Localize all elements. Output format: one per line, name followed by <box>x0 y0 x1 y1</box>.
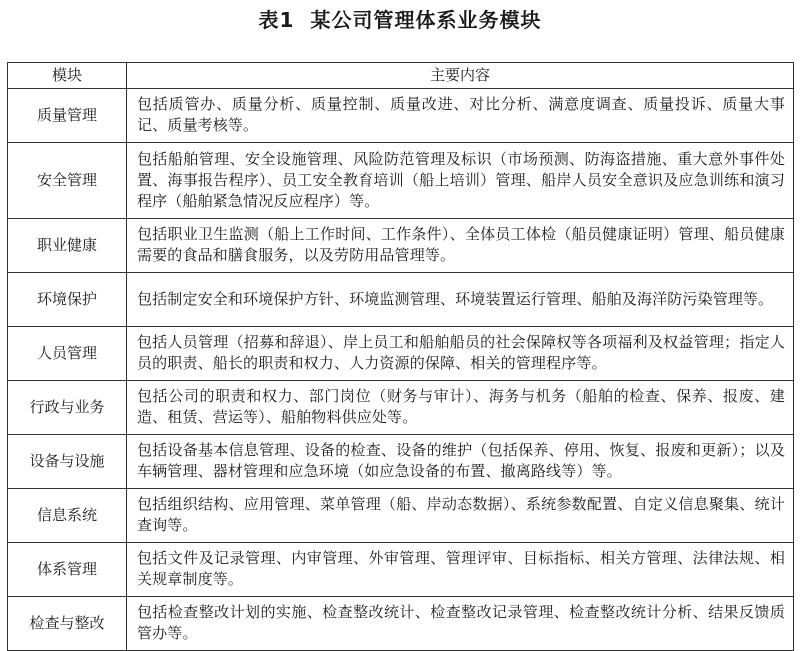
table-title: 某公司管理体系业务模块 <box>310 8 542 32</box>
module-cell: 检查与整改 <box>8 597 127 651</box>
module-cell: 人员管理 <box>8 327 127 381</box>
content-cell: 包括制定安全和环境保护方针、环境监测管理、环境装置运行管理、船舶及海洋防污染管理等。 <box>127 273 794 327</box>
table-row <box>8 273 794 327</box>
table-row <box>8 597 794 651</box>
module-cell: 质量管理 <box>8 89 127 143</box>
content-cell: 包括公司的职责和权力、部门岗位（财务与审计）、海务与机务（船舶的检查、保养、报废、建造、租赁、营运等）、船舶物料供应处等。 <box>127 381 794 435</box>
business-module-table <box>7 62 794 651</box>
table-row <box>8 435 794 489</box>
module-cell: 安全管理 <box>8 143 127 219</box>
module-cell: 行政与业务 <box>8 381 127 435</box>
table-number: 表1 <box>258 8 295 32</box>
table-row <box>8 381 794 435</box>
table-row <box>8 219 794 273</box>
content-cell: 包括质管办、质量分析、质量控制、质量改进、对比分析、满意度调查、质量投诉、质量大事记、质量考核等。 <box>127 89 794 143</box>
table-caption <box>0 6 800 34</box>
module-cell: 设备与设施 <box>8 435 127 489</box>
table-row <box>8 143 794 219</box>
table-row <box>8 327 794 381</box>
content-cell: 包括人员管理（招募和辞退）、岸上员工和船舶船员的社会保障权等各项福利及权益管理；指定人员的职责、船长的职责和权力、人力资源的保障、相关的管理程序等。 <box>127 327 794 381</box>
content-cell: 包括职业卫生监测（船上工作时间、工作条件）、全体员工体检（船员健康证明）管理、船员健康需要的食品和膳食服务，以及劳防用品管理等。 <box>127 219 794 273</box>
module-cell: 职业健康 <box>8 219 127 273</box>
table-row <box>8 489 794 543</box>
column-header-module: 模块 <box>8 63 127 89</box>
table-row <box>8 89 794 143</box>
content-cell: 包括船舶管理、安全设施管理、风险防范管理及标识（市场预测、防海盗措施、重大意外事件处置、海事报告程序）、员工安全教育培训（船上培训）管理、船岸人员安全意识及应急训练和演习程序（船舶紧急情况反应程序）等。 <box>127 143 794 219</box>
table-row <box>8 543 794 597</box>
module-cell: 信息系统 <box>8 489 127 543</box>
module-cell: 环境保护 <box>8 273 127 327</box>
table-header-row <box>8 63 794 89</box>
content-cell: 包括检查整改计划的实施、检查整改统计、检查整改记录管理、检查整改统计分析、结果反馈质管办等。 <box>127 597 794 651</box>
module-cell: 体系管理 <box>8 543 127 597</box>
column-header-content: 主要内容 <box>127 63 794 89</box>
content-cell: 包括组织结构、应用管理、菜单管理（船、岸动态数据）、系统参数配置、自定义信息聚集、统计查询等。 <box>127 489 794 543</box>
content-cell: 包括文件及记录管理、内审管理、外审管理、管理评审、目标指标、相关方管理、法律法规、相关规章制度等。 <box>127 543 794 597</box>
content-cell: 包括设备基本信息管理、设备的检查、设备的维护（包括保养、停用、恢复、报废和更新）；以及车辆管理、器材管理和应急环境（如应急设备的布置、撤离路线等）等。 <box>127 435 794 489</box>
